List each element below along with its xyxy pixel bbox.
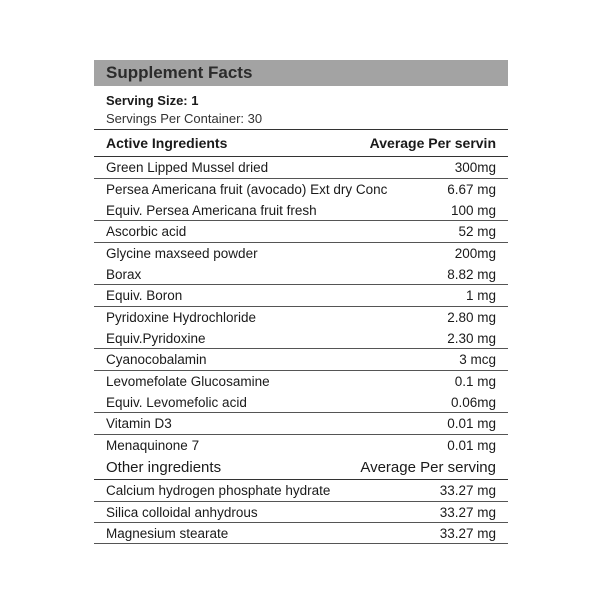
ingredient-name: Magnesium stearate [106, 525, 229, 541]
other-ingredient-row [94, 523, 508, 544]
ingredient-name: Equiv. Levomefolic acid [106, 394, 247, 410]
ingredient-value: 8.82 mg [447, 266, 496, 282]
ingredient-value: 33.27 mg [439, 483, 496, 498]
ingredient-row [94, 200, 508, 221]
other-ingredient-row [94, 502, 508, 523]
ingredient-row [94, 392, 508, 413]
ingredient-name: Equiv. Persea Americana fruit fresh [106, 202, 317, 218]
other-ingredient-row [94, 480, 508, 502]
ingredient-row [94, 307, 508, 328]
ingredient-row [94, 157, 508, 179]
ingredient-name: Green Lipped Mussel dried [106, 160, 269, 175]
ingredient-row [94, 349, 508, 371]
ingredient-value: 52 mg [458, 224, 496, 239]
other-header-left: Other ingredients [106, 459, 222, 476]
ingredient-value: 6.67 mg [447, 182, 496, 197]
ingredient-name: Glycine maxseed powder [106, 246, 258, 261]
ingredient-row [94, 221, 508, 243]
other-header-right: Average Per serving [360, 459, 496, 476]
ingredient-name: Equiv.Pyridoxine [106, 330, 206, 346]
ingredient-name: Persea Americana fruit (avocado) Ext dry Conc [106, 182, 388, 197]
ingredient-value: 33.27 mg [439, 504, 496, 520]
supplement-facts-panel [94, 60, 508, 544]
ingredient-value: 100 mg [450, 202, 496, 218]
ingredient-name: Menaquinone 7 [106, 438, 200, 453]
panel-title: Supplement Facts [106, 63, 253, 82]
ingredient-value: 1 mg [465, 288, 496, 303]
ingredient-name: Levomefolate Glucosamine [106, 374, 270, 389]
active-ingredients-header [94, 130, 508, 157]
serving-size: Serving Size: 1 [106, 93, 199, 108]
ingredient-name: Ascorbic acid [106, 224, 187, 239]
ingredient-name: Cyanocobalamin [106, 352, 207, 367]
ingredient-value: 200mg [454, 246, 496, 261]
ingredient-row [94, 179, 508, 200]
ingredient-name: Equiv. Boron [106, 288, 183, 303]
ingredient-name: Calcium hydrogen phosphate hydrate [106, 483, 331, 498]
ingredient-row [94, 285, 508, 307]
ingredient-row [94, 435, 508, 456]
ingredient-value: 0.01 mg [447, 438, 496, 453]
ingredient-value: 300mg [454, 160, 496, 175]
ingredient-name: Borax [106, 266, 142, 282]
ingredient-value: 2.80 mg [447, 310, 496, 325]
other-ingredients-header [94, 456, 508, 480]
ingredient-row [94, 371, 508, 392]
ingredient-row [94, 328, 508, 349]
header-right: Average Per servin [369, 135, 496, 151]
ingredient-value: 3 mcg [459, 352, 496, 367]
ingredient-row [94, 413, 508, 435]
title-bar [94, 60, 508, 86]
ingredient-value: 2.30 mg [447, 330, 496, 346]
ingredient-value: 0.01 mg [447, 416, 496, 431]
ingredient-value: 0.1 mg [454, 374, 496, 389]
ingredient-row [94, 243, 508, 264]
servings-per-container: Servings Per Container: 30 [94, 108, 508, 130]
ingredient-value: 33.27 mg [439, 525, 496, 541]
ingredient-name: Vitamin D3 [106, 416, 172, 431]
header-left: Active Ingredients [106, 135, 228, 151]
ingredient-name: Silica colloidal anhydrous [106, 504, 258, 520]
ingredient-value: 0.06mg [450, 394, 496, 410]
ingredient-row [94, 264, 508, 285]
ingredient-name: Pyridoxine Hydrochloride [106, 310, 257, 325]
